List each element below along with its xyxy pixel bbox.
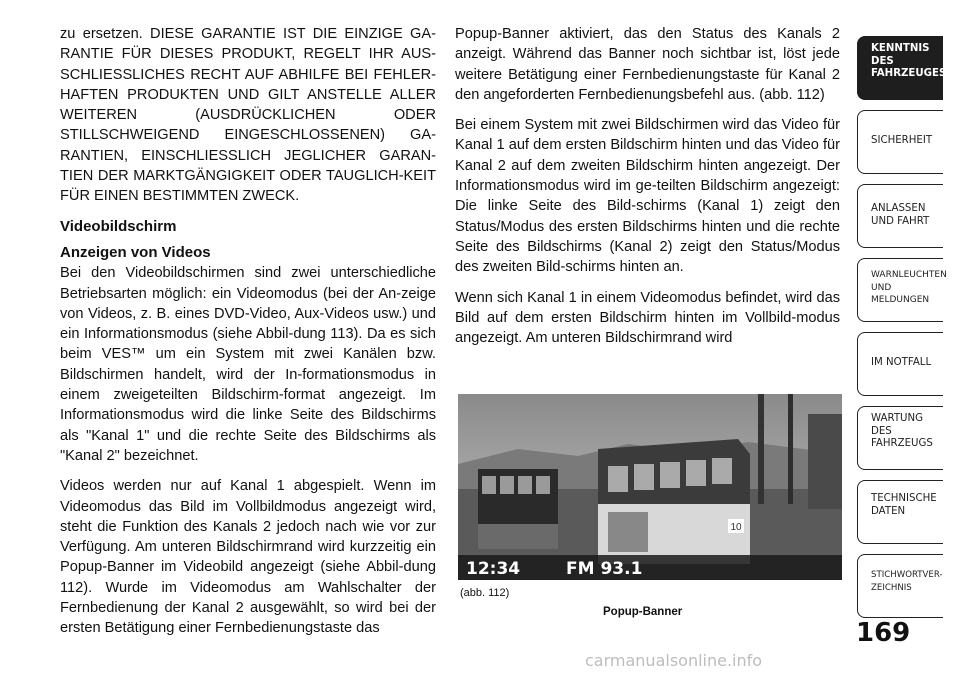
left-cable-car (478, 469, 558, 549)
banner-station: FM 93.1 (566, 559, 643, 579)
figure-caption: (abb. 112) (460, 587, 510, 599)
tab-anlassen-und-fahrt[interactable]: ANLASSEN UND FAHRT (857, 184, 943, 248)
figure-title: Popup-Banner (603, 606, 683, 618)
warranty-text: zu ersetzen. DIESE GARANTIE IST DIE EINZIGE GA-RANTIE FÜR DIESES PRODUKT, REGELT IHR AUS-SCHLIESSLICHES RECHT AUF ABHILFE BEI FEHLER-HAFTEN PRODUKTEN UND GILT ANSTELLE ALLER WEITEREN (AUSDRÜCKLICHEN ODER STILLSCHWEIGEND EINGESCHLOSSENEN) GA-RANTIEN, EINSCHLIESSLICH JEGLICHER GARAN-TIEN DER MARKTGÄNGIGKEIT ODER TAUGLICH-KEIT FÜR EINEN BESTIMMTEN ZWECK. (60, 26, 436, 205)
tab-sicherheit[interactable]: SICHERHEIT (857, 110, 943, 174)
paragraph: Bei einem System mit zwei Bildschirmen wird das Video für Kanal 1 auf dem ersten Bildschirm hinten und das Video für Kanal 2 auf dem zweiten Bildschirm hinten angezeigt. Der Informationsmodus wird im ge-teilten Bildschirm angezeigt: Die linke Seite des Bild-schirms (Kanal 1) zeigt den Status/Modus des ersten Bildschirms hinten und die rechte Seite des Bildschirms (Kanal 2) zeigt den Status/Modus des zweiten Bild-schirms hinten an. (455, 117, 840, 276)
tab-kenntnis-des-fahrzeuges[interactable]: KENNTNIS DES FAHRZEUGES (857, 36, 943, 100)
section-heading: Videobildschirm (60, 217, 177, 235)
tram-number: 10 (730, 522, 742, 533)
right-cable-car (598, 439, 750, 564)
paragraph: Bei den Videobildschirmen sind zwei unterschiedliche Betriebsarten möglich: ein Videomodus (bei der An-zeige von Videos, z. B. eines DVD-Video, Aux-Videos usw.) und ein Informationsmodus (siehe Abbil-dung 113). Da es sich beim VES™ um ein System mit zwei Kanälen bzw. Bildschirmen handelt, wird der In-formationsmodus in einem zweigeteilten Bildschirm-format angezeigt. Im Informationsmodus wird die linke Seite des Bildschirms als "Kanal 1" und die rechte Seite des Bildschirms als "Kanal 2" bezeichnet. (60, 265, 436, 464)
paragraph: Wenn sich Kanal 1 in einem Videomodus befindet, wird das Bild auf dem ersten Bildschirm hinten im Vollbild-modus angezeigt. Am unteren Bildschirmrand wird (455, 289, 840, 347)
paragraph: Popup-Banner aktiviert, das den Status des Kanals 2 anzeigt. Während das Banner noch sichtbar ist, löst jede weitere Betätigung einer Fernbedienungstaste für Kanal 2 den angeforderten Fernbedienungsbefehl aus. (abb. 112) (455, 26, 840, 103)
popup-banner-figure (458, 394, 842, 580)
paragraph: Videos werden nur auf Kanal 1 abgespielt. Wenn im Videomodus das Bild im Vollbildmodus angezeigt wird, steht die Funktion des Kanals 2 jedoch nach wie vor zur Verfügung. Am unteren Bildschirmrand wird kurzzeitig ein Popup-Banner im Videobild angezeigt (siehe Abbil-dung 112). Wurde im Videomodus am Wahlschalter der Fernbedienung der Kanal 2 ausgewählt, so wird bei der ersten Betätigung einer Fernbedienungstaste das (60, 478, 436, 637)
tab-im-notfall[interactable]: IM NOTFALL (857, 332, 943, 396)
tab-stichwortverzeichnis[interactable]: STICHWORTVER- ZEICHNIS (857, 554, 943, 618)
tab-wartung-des-fahrzeugs[interactable]: WARTUNG DES FAHRZEUGS (857, 406, 943, 470)
right-column (455, 24, 840, 358)
tab-warnleuchten-und-meldungen[interactable]: WARNLEUCHTEN UND MELDUNGEN (857, 258, 943, 322)
chapter-tabs (857, 0, 960, 678)
cable-car-photo (458, 394, 842, 580)
tab-technische-daten[interactable]: TECHNISCHE DATEN (857, 480, 943, 544)
banner-time: 12:34 (466, 559, 521, 579)
page-number: 169 (856, 618, 911, 648)
watermark: carmanualsonline.info (585, 651, 763, 670)
subsection-heading: Anzeigen von Videos (60, 243, 211, 261)
left-column (60, 24, 436, 649)
